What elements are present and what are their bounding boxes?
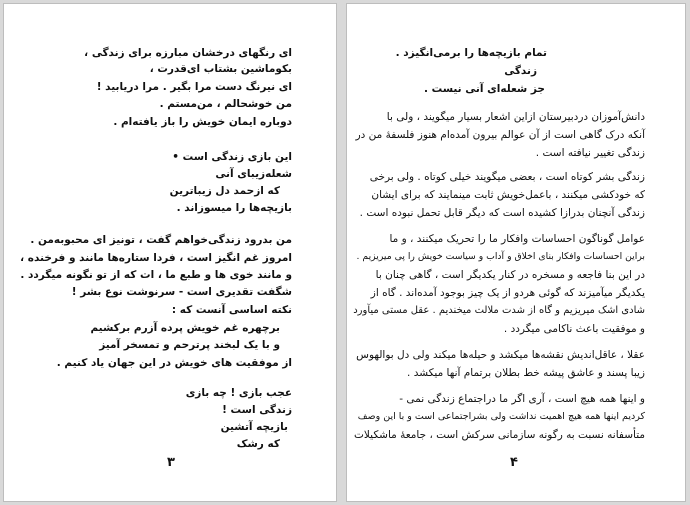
paragraph-line: در این بنا فاجعه و مسخره در کنار یکدیگر است ، گاهی چنان با [375,269,645,281]
poem-line: که ازحمد دل زیباترین [169,185,280,197]
poem-line: بازیچه‌ها را میسوزاند . [176,202,292,214]
paragraph-line: عقلا ، عاقل‌اندیش نقشه‌ها میکشد و حیله‌ها میکند ولی دل بوالهوس [356,349,645,361]
poem-line: تمام بازیچه‌ها را برمی‌انگیزد . [395,47,547,59]
paragraph-line: و اینها همه هیچ است ، آری اگر ما دراجتماع زندگی نمی - [399,393,645,405]
paragraph-line: زیبا پسند و عاشق پیشه خط بطلان برتمام آنها میکشد . [407,367,645,379]
paragraph-line: زندگی آنچنان بدرازا کشیده است که دیگر قابل تحمل نبوده است . [359,207,645,219]
poem-line: شگفت تقدیری است - سرنوشت نوع بشر ! [71,286,292,298]
poem-line: و مانند خوی ها و طبع ما ، ات که از تو نگونه میگردد . [20,269,292,281]
poem-line: دوباره ایمان خویش را باز یافته‌ام . [113,116,292,128]
poem-line: من خوشحالم ، من‌مستم . [159,98,292,110]
poem-line: و با یک لبخند پرترحم و تمسخر آمیز [99,339,280,351]
paragraph-line: آنکه درک گاهی است از آن عوالم بیرون آمده‌ام هنوز فلسفهٔ من در [355,129,645,141]
poem-line: این بازی زندگی است • [172,151,292,163]
poem-line: جز شعله‌ای آنی نیست . [423,83,545,95]
paragraph-line: شادی اشک میریزیم و گاه از شدت ملالت میخندیم . عقل مستی میآورد [353,305,645,316]
page-number: ۴ [510,455,518,470]
poem-line: شعله‌زیبای آنی [215,168,292,180]
poem-line: که رشک [236,438,280,450]
paragraph-line: کردیم اینها همه هیچ اهمیت نداشت ولی بشراجتماعی است و با این وصف [357,411,645,422]
poem-line: از موفقیت های خویش در این جهان یاد کنیم . [56,357,292,369]
paragraph-line: زندگی بشر کوتاه است ، بعضی میگویند خیلی کوتاه . ولی برخی [369,171,645,183]
poem-line: نکته اساسی آنست که : [171,304,292,316]
poem-line: برچهره غم خویش پرده آزرم برکشیم [90,322,280,334]
paragraph-line: زندگی تغییر نیافته است . [535,147,645,159]
poem-line: بکوماشین بشتاب ای‌قدرت ، [149,63,292,75]
poem-line: زندگی [504,65,537,77]
paragraph-line: عوامل گوناگون احساسات وافکار ما را تحریک میکنند ، و ما [389,233,645,245]
poem-line: امروز غم انگیز است ، فردا ستاره‌ها مانند و فرخنده ، [20,252,292,264]
paragraph-line: متأسفانه نسبت به رگونه سازمانی سرکش است ، جامعهٔ ماشکیلات [354,429,645,441]
poem-line: عجب بازی ! چه بازی [185,387,292,399]
poem-line: ای رنگهای درخشان مبارزه برای زندگی ، [84,47,292,59]
right-page [346,3,686,502]
poem-line: من بدرود زندگی‌خواهم گفت ، تونیز ای محبوبه‌من . [30,234,292,246]
page-number: ۳ [167,455,175,470]
paragraph-line: دانش‌آموزان دردبیرستان ازاین اشعار بسیار میگویند ، ولی با [386,111,645,123]
left-page [3,3,337,502]
poem-line: ای نیرنگ دست مرا بگیر . مرا دریابید ! [96,81,292,93]
paragraph-line: براین احساسات وافکار بنای اخلاق و آداب و سیاست خویش را پی میریزیم . [356,251,645,262]
poem-line: بازیچه آتشین [220,421,288,433]
paragraph-line: یکدیگر میآمیزند که گوئی هردو از یک چیز بوجود آمده‌اند . گاه از [370,287,645,299]
poem-line: زندگی است ! [222,404,292,416]
paragraph-line: که خودکشی میکنند ، باعمل‌خویش ثابت مینمایند که برای ایشان [371,189,645,201]
paragraph-line: و موفقیت باعث ناکامی میگردد . [503,323,645,335]
